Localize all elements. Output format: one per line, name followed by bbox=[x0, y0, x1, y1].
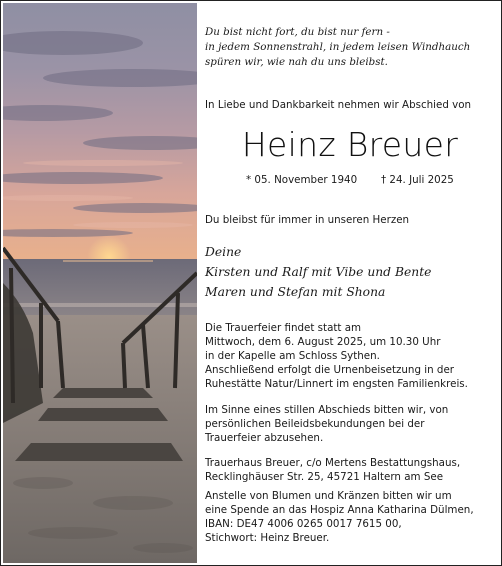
funeral-line: Ruhestätte Natur/Linnert im engsten Familienkreis. bbox=[205, 378, 468, 390]
donation-line: Anstelle von Blumen und Kränzen bitten wir um bbox=[205, 490, 452, 502]
address-line: Recklinghäuser Str. 25, 45721 Haltern am See bbox=[205, 471, 444, 483]
family-line: Maren und Stefan mit Shona bbox=[205, 285, 386, 299]
address-line: Trauerhaus Breuer, c/o Mertens Bestattungshaus, bbox=[205, 457, 461, 469]
funeral-line: Mittwoch, dem 6. August 2025, um 10.30 Uhr bbox=[205, 336, 441, 348]
funeral-line: in der Kapelle am Schloss Sythen. bbox=[205, 350, 380, 362]
funeral-line: Die Trauerfeier findet statt am bbox=[205, 322, 362, 334]
funeral-line: Anschließend erfolgt die Urnenbeisetzung in der bbox=[205, 364, 455, 376]
donation-request bbox=[205, 489, 495, 545]
poem bbox=[205, 25, 470, 70]
donation-line: eine Spende an das Hospiz Anna Katharina Dülmen, bbox=[205, 504, 474, 516]
beach-sunset-photo bbox=[3, 3, 197, 563]
donation-line: IBAN: DE47 4006 0265 0017 7615 00, bbox=[205, 518, 402, 530]
deceased-name: Heinz Breuer bbox=[241, 125, 459, 164]
funeral-details bbox=[205, 321, 495, 391]
birth-date: * 05. November 1940 bbox=[246, 174, 358, 186]
family-line: Kirsten und Ralf mit Vibe und Bente bbox=[205, 265, 432, 279]
mourning-address bbox=[205, 456, 495, 484]
family-signature bbox=[205, 242, 431, 302]
death-date: † 24. Juli 2025 bbox=[381, 174, 454, 186]
condolence-line: Trauerfeier abzusehen. bbox=[205, 432, 324, 444]
poem-line: Du bist nicht fort, du bist nur fern - bbox=[205, 26, 390, 38]
intro-text: In Liebe und Dankbarkeit nehmen wir Abschied von bbox=[205, 99, 472, 111]
condolence-line: Im Sinne eines stillen Abschieds bitten wir, von bbox=[205, 404, 449, 416]
memorial-phrase: Du bleibst für immer in unseren Herzen bbox=[205, 214, 410, 226]
poem-line: in jedem Sonnenstrahl, in jedem leisen Windhauch bbox=[205, 41, 471, 53]
poem-line: spüren wir, wie nah du uns bleibst. bbox=[205, 56, 388, 68]
condolence-request bbox=[205, 403, 495, 445]
donation-line: Stichwort: Heinz Breuer. bbox=[205, 532, 330, 544]
condolence-line: persönlichen Beileidsbekundungen bei der bbox=[205, 418, 425, 430]
family-line: Deine bbox=[205, 245, 242, 259]
